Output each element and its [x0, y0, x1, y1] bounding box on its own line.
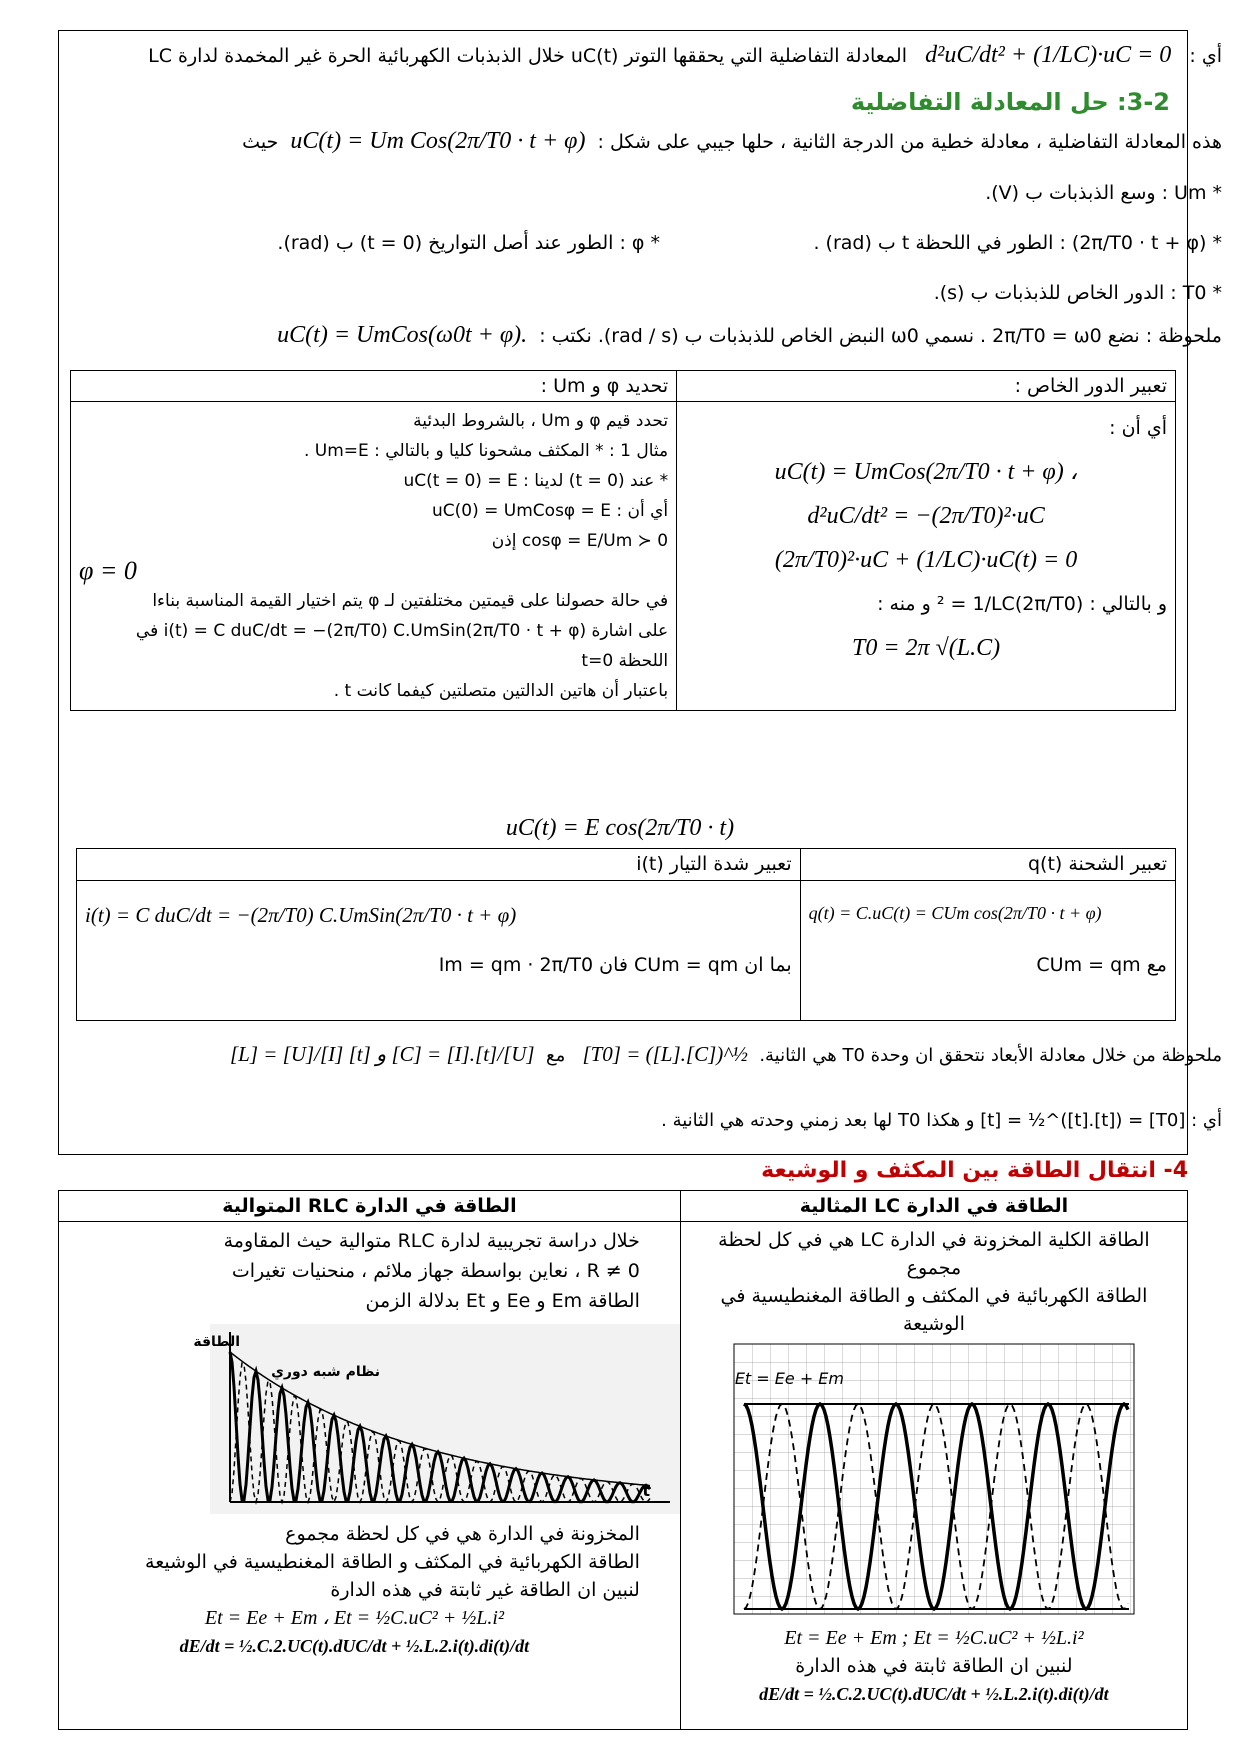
lc-conclusion: لنبين ان الطاقة ثابتة في هذه الدارة [795, 1655, 1073, 1677]
table1-left-header: تحديد φ و Um : [71, 371, 677, 402]
left-line: اللحظة t=0 [581, 651, 669, 671]
chart-ylabel: الطاقة [193, 1334, 240, 1350]
note-line [18, 322, 1222, 349]
lc-text: مجموع [906, 1257, 962, 1279]
lc-cell [680, 1222, 1187, 1730]
left-line: * عند (t = 0) لدينا : uC(t = 0) = E [403, 471, 669, 491]
rlc-text: R ≠ 0 ، نعاين بواسطة جهاز ملائم ، منحنيات تغيرات [231, 1260, 640, 1282]
intro-eq: uC(t) = Um Cos(2π/T0 · t + φ) [290, 128, 586, 154]
section-3-2-title: 3-2: حل المعادلة التفاضلية [850, 88, 1170, 116]
note-eq: uC(t) = UmCos(ω0t + φ). [277, 322, 528, 348]
period-table [70, 370, 1176, 711]
lc-energy-chart [734, 1344, 1134, 1614]
bullet-phase: * (2π/T0 · t + φ) : الطور في اللحظة t ب (rad) . [813, 232, 1222, 254]
intro-suffix: حيث [242, 131, 279, 153]
rlc-after: المخزونة في الدارة هي في كل لحظة مجموع [285, 1523, 640, 1545]
section-4-title: 4- انتقال الطاقة بين المكثف و الوشيعة [761, 1158, 1188, 1183]
left-line: أي أن : uC(0) = UmCosφ = E [432, 501, 669, 521]
rlc-text: الطاقة Em و Ee و Et بدلالة الزمن [365, 1290, 640, 1312]
dim-note-line-1 [18, 1042, 1222, 1067]
lc-derivative: dE/dt = ½.C.2.UC(t).dUC/dt + ½.L.2.i(t).di(t)/dt [759, 1684, 1109, 1704]
left-line: في حالة حصولنا على قيمتين مختلفتين لـ φ يتم اختيار القيمة المناسبة بناءا [152, 591, 669, 611]
diff-eq-prefix: أي : [1189, 45, 1222, 67]
solution-eq: uC(t) = E cos(2π/T0 · t) [505, 815, 735, 841]
table2-right-cell [800, 881, 1175, 1021]
lc-header: الطاقة في الدارة LC المثالية [680, 1191, 1187, 1222]
right-line: أي أن : [1109, 417, 1167, 439]
current-note: بما ان CUm = qm فان Im = qm · 2π/T0 [438, 954, 792, 976]
dim-eq-t0: [T0] = ([L].[C])^½ [582, 1042, 748, 1066]
right-line: و بالتالي : (2π/T0)² = 1/LC و منه : [877, 593, 1167, 615]
lc-text: الطاقة الكلية المخزونة في الدارة LC هي في كل لحظة [718, 1229, 1150, 1251]
dim-eqs: [L] = [U]/[I] [t] و [C] = [I].[t]/[U] [229, 1042, 535, 1066]
rlc-header: الطاقة في الدارة RLC المتوالية [59, 1191, 681, 1222]
right-eq: (2π/T0)²·uC + (1/LC)·uC(t) = 0 [774, 547, 1078, 573]
left-line: على اشارة i(t) = C duC/dt = −(2π/T0) C.UmSin(2π/T0 · t + φ) في [135, 621, 669, 641]
table2-left-header: تعبير شدة التيار i(t) [77, 849, 801, 881]
current-eq: i(t) = C duC/dt = −(2π/T0) C.UmSin(2π/T0 · t + φ) [85, 903, 517, 927]
diff-eq-line [18, 42, 1222, 69]
rlc-after: لنبين ان الطاقة غير ثابتة في هذه الدارة [330, 1579, 640, 1601]
left-line: مثال 1 : * المكثف مشحونا كليا و بالتالي : Um=E . [303, 441, 669, 461]
bullet-t0: * T0 : الدور الخاص للذبذبات ب (s). [933, 282, 1222, 304]
left-line: باعتبار أن هاتين الدالتين متصلتين كيفما كانت t . [333, 681, 669, 701]
charge-current-table [76, 848, 1176, 1021]
chart-xlabel: t [642, 1481, 650, 1500]
dim-with: مع [546, 1045, 566, 1066]
phi-result: φ = 0 [79, 556, 137, 585]
rlc-energy-chart [193, 1324, 680, 1514]
note-text: ملحوظة : نضع 2π/T0 = ω0 . نسمي ω0 النبض الخاص للذبذبات ب (rad / s). نكتب : [539, 325, 1222, 347]
dim-note-text: ملحوظة من خلال معادلة الأبعاد نتحقق ان وحدة T0 هي الثانية. [759, 1045, 1222, 1066]
right-eq: d²uC/dt² = −(2π/T0)²·uC [807, 503, 1045, 529]
table1-left-cell [71, 402, 677, 711]
rlc-energy-eq: Et = Ee + Em ، Et = ½C.uC² + ½L.i² [204, 1607, 504, 1629]
table1-right-header: تعبير الدور الخاص : [677, 371, 1176, 402]
bullet-phi: * φ : الطور عند أصل التواريخ (t = 0) ب (rad). [277, 232, 660, 254]
lc-chart-label: Et = Ee + Em [734, 1369, 844, 1388]
table1-right-cell [677, 402, 1176, 711]
dim-note-line-2: أي : [T0] = ([t].[t])^½ = [t] و هكذا T0 لها بعد زمني وحدته هي الثانية . [661, 1110, 1222, 1131]
lc-energy-eq: Et = Ee + Em ; Et = ½C.uC² + ½L.i² [784, 1627, 1084, 1649]
table2-left-cell [77, 881, 801, 1021]
lc-text: الطاقة الكهربائية في المكثف و الطاقة المغنطيسية في [720, 1285, 1148, 1307]
charge-note: مع CUm = qm [1036, 954, 1167, 976]
charge-eq: q(t) = C.uC(t) = CUm cos(2π/T0 · t + φ) [808, 903, 1102, 923]
intro-line [18, 128, 1222, 155]
rlc-cell [59, 1222, 681, 1730]
lc-text: الوشيعة [902, 1313, 965, 1335]
bullet-um: * Um : وسع الذبذبات ب (V). [985, 182, 1222, 204]
table2-right-header: تعبير الشحنة q(t) [800, 849, 1175, 881]
rlc-after: الطاقة الكهربائية في المكثف و الطاقة المغنطيسية في الوشيعة [145, 1551, 640, 1573]
energy-table [58, 1190, 1188, 1730]
intro-text: هذه المعادلة التفاضلية ، معادلة خطية من الدرجة الثانية ، حلها جيبي على شكل : [597, 131, 1222, 153]
period-formula: T0 = 2π √(L.C) [852, 635, 1001, 661]
left-line: تحدد قيم φ و Um ، بالشروط البدئية [413, 411, 669, 431]
diff-eq-text: المعادلة التفاضلية التي يحققها التوتر uC(t) خلال الذبذبات الكهربائية الحرة غير المخمدة لدارة LC [148, 45, 908, 67]
left-line: cosφ = E/Um ≻ 0 إذن [491, 531, 669, 551]
right-eq: uC(t) = UmCos(2π/T0 · t + φ) ، [774, 459, 1078, 485]
rlc-text: خلال دراسة تجريبية لدارة RLC متوالية حيث المقاومة [223, 1230, 640, 1252]
chart-regime-label: نظام شبه دوري [270, 1364, 380, 1380]
rlc-derivative: dE/dt = ½.C.2.UC(t).dUC/dt + ½.L.2.i(t).di(t)/dt [179, 1636, 530, 1656]
diff-eq: d²uC/dt² + (1/LC)·uC = 0 [925, 42, 1172, 68]
